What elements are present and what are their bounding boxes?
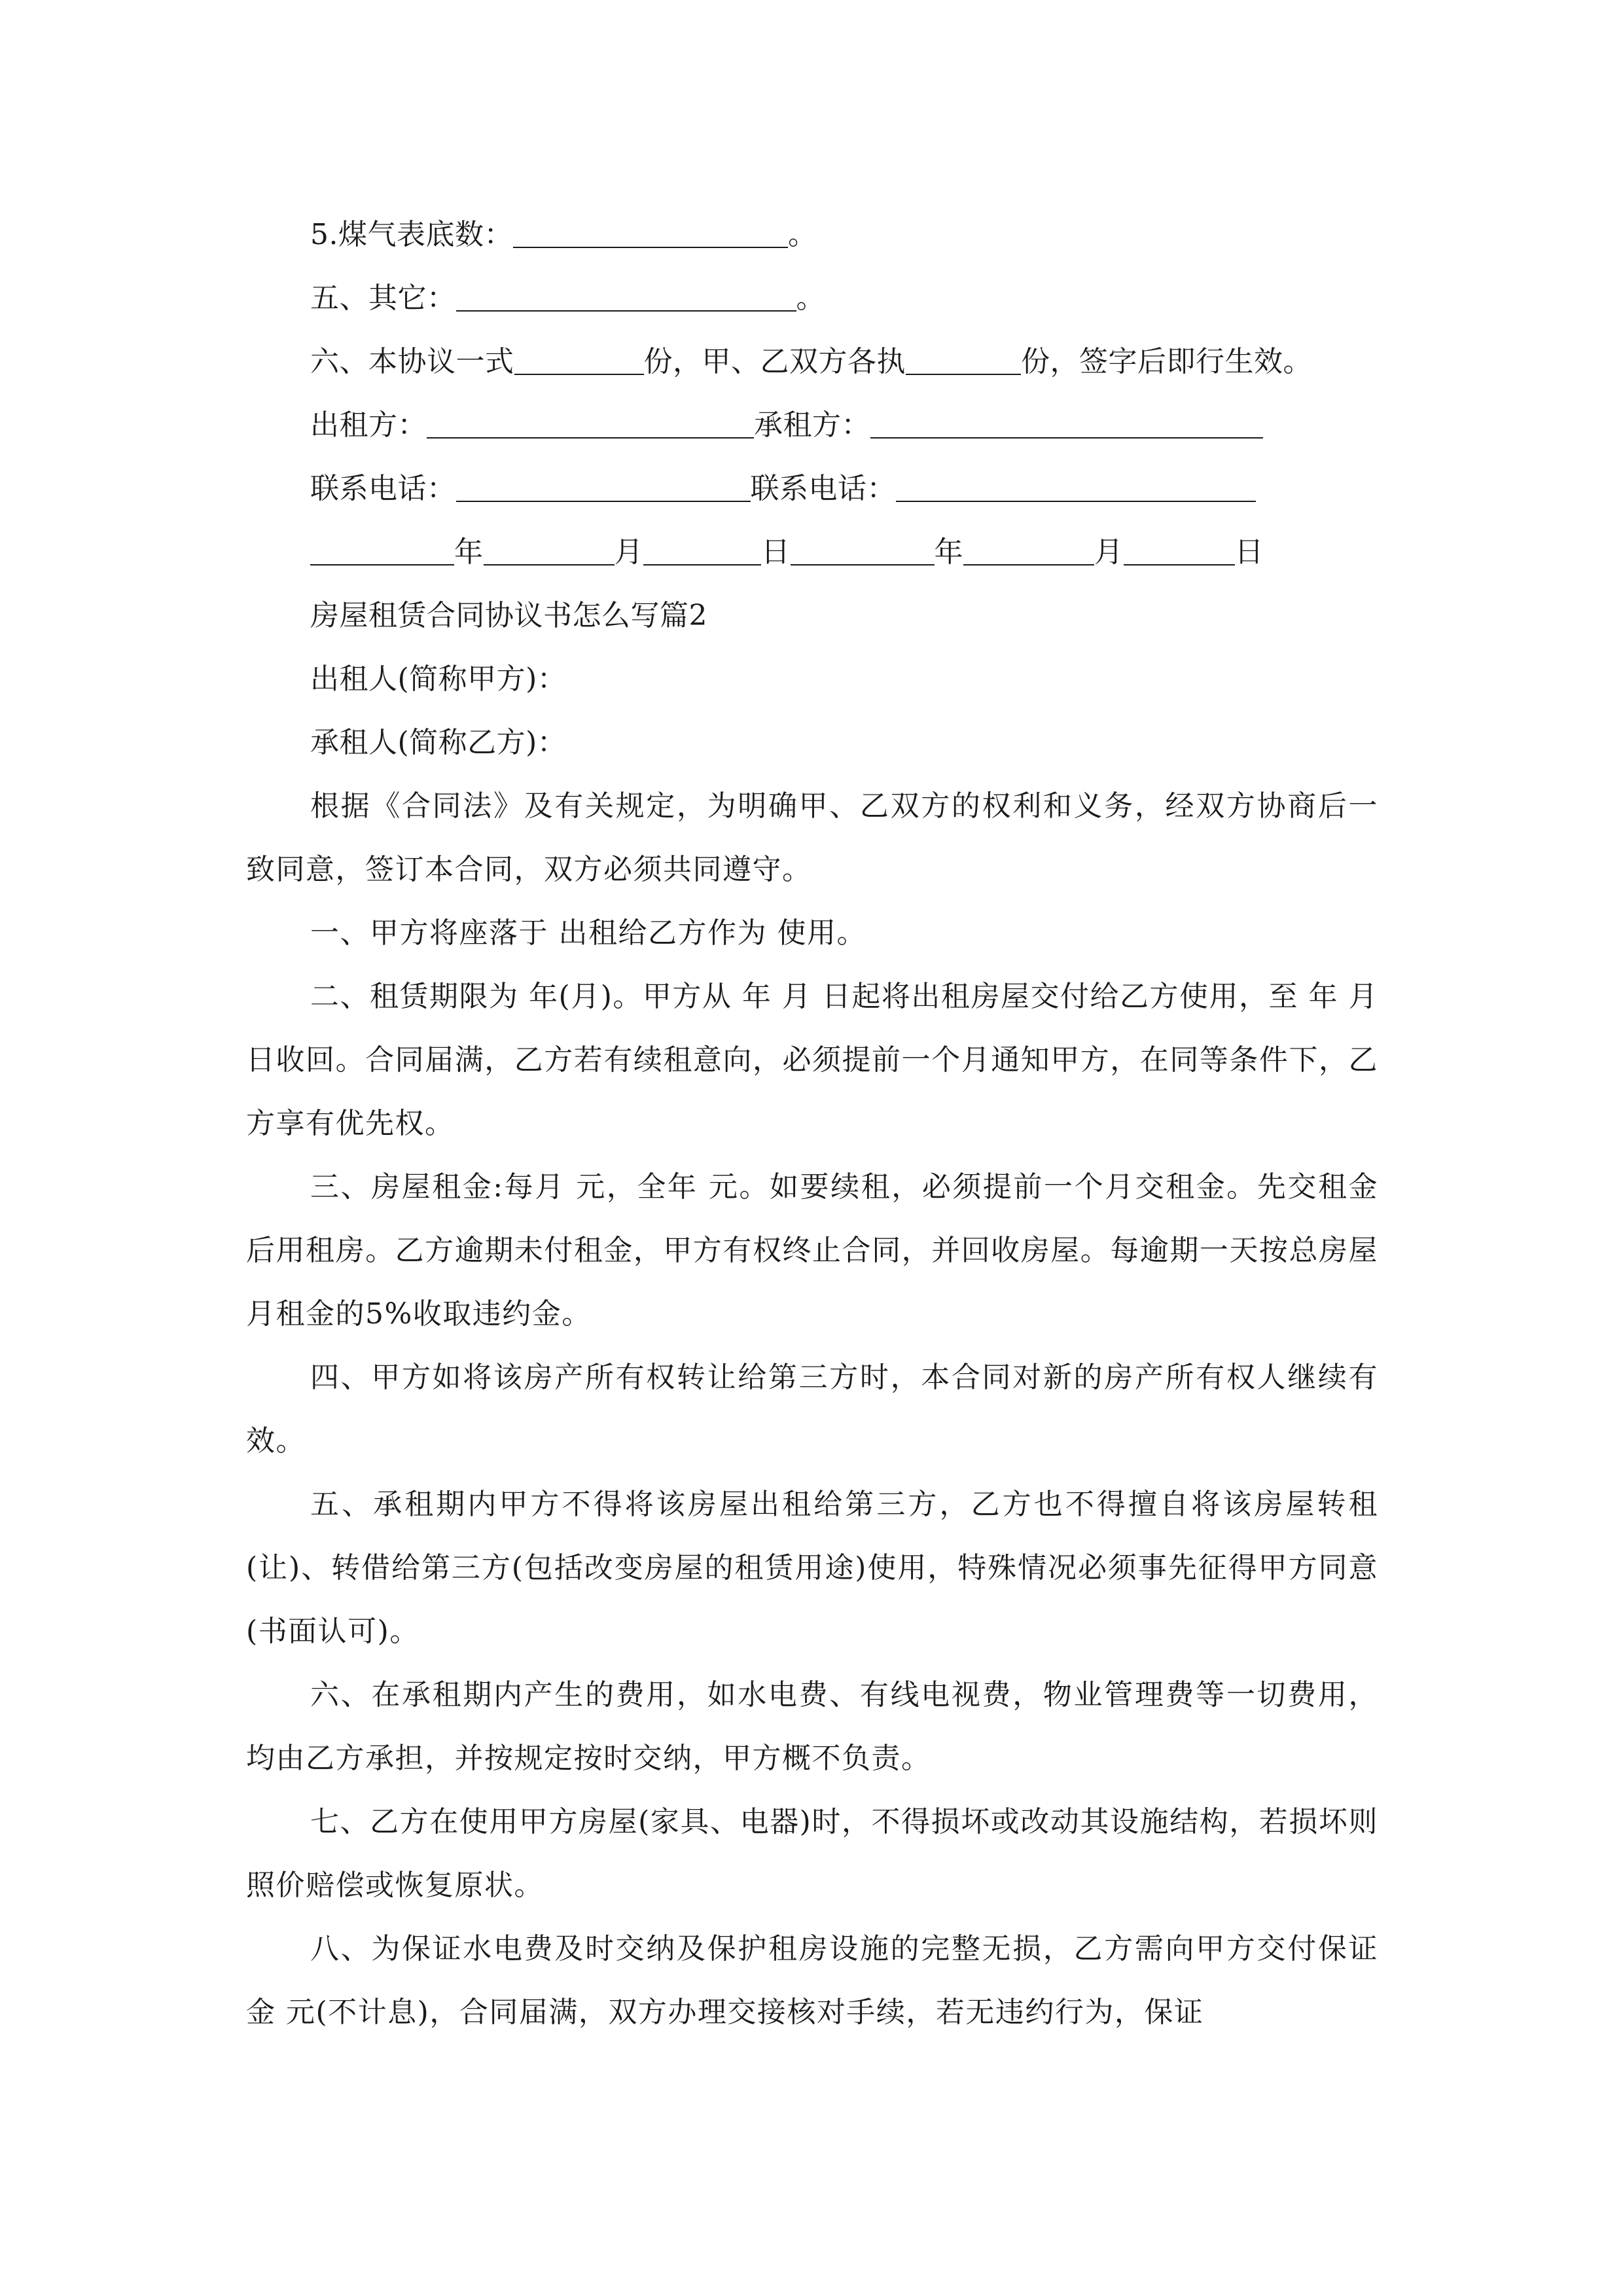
gas-meter-label: 5.煤气表底数： bbox=[310, 218, 513, 251]
day-label-2: 日 bbox=[1234, 535, 1264, 569]
document-body bbox=[246, 203, 1378, 2044]
lessor-phone-label: 联系电话： bbox=[310, 472, 456, 505]
paragraph-clause-3: 三、房屋租金:每月 元，全年 元。如要续租，必须提前一个月交租金。先交租金后用租房。乙方逾期未付租金，甲方有权终止合同，并回收房屋。每逾期一天按总房屋月租金的5%收取违约金。 bbox=[246, 1170, 1378, 1331]
copies-each-blank[interactable] bbox=[906, 345, 1021, 375]
month-label-1: 月 bbox=[614, 535, 643, 569]
paragraph-clause-7: 七、乙方在使用甲方房屋(家具、电器)时，不得损坏或改动其设施结构，若损坏则照价赔偿或恢复原状。 bbox=[246, 1805, 1378, 1902]
gas-meter-end: 。 bbox=[787, 218, 817, 251]
phone-line bbox=[246, 457, 1378, 520]
year-label-1: 年 bbox=[454, 535, 484, 569]
lessor-blank[interactable] bbox=[427, 408, 754, 439]
lessee-label: 承租方： bbox=[754, 408, 870, 442]
day-label-1: 日 bbox=[761, 535, 791, 569]
date-day-blank-1[interactable] bbox=[643, 535, 761, 565]
section-title: 房屋租赁合同协议书怎么写篇2 bbox=[310, 599, 707, 632]
other-label: 五、其它： bbox=[310, 281, 456, 315]
copies-total-blank[interactable] bbox=[514, 345, 644, 375]
other-end: 。 bbox=[796, 281, 825, 315]
copies-text-b: 份，甲、乙双方各执 bbox=[643, 345, 906, 378]
other-line bbox=[246, 266, 1378, 330]
paragraph-clause-2: 二、租赁期限为 年(月)。甲方从 年 月 日起将出租房屋交付给乙方使用，至 年 月 日收回。合同届满，乙方若有续租意向，必须提前一个月通知甲方，在同等条件下，乙方享有优先权。 bbox=[246, 980, 1378, 1140]
paragraph-clause-8: 八、为保证水电费及时交纳及保护租房设施的完整无损，乙方需向甲方交付保证金 元(不计息)，合同届满，双方办理交接核对手续，若无违约行为，保证 bbox=[246, 1932, 1378, 2029]
paragraph-clause-6: 六、在承租期内产生的费用，如水电费、有线电视费，物业管理费等一切费用，均由乙方承担，并按规定按时交纳，甲方概不负责。 bbox=[246, 1678, 1378, 1775]
lessor-label: 出租方： bbox=[310, 408, 427, 442]
gas-meter-blank[interactable] bbox=[513, 218, 788, 248]
lessee-phone-label: 联系电话： bbox=[750, 472, 896, 505]
date-year-blank-2[interactable] bbox=[791, 535, 935, 565]
signatory-line bbox=[246, 393, 1378, 457]
date-year-blank-1[interactable] bbox=[310, 535, 454, 565]
date-line bbox=[246, 520, 1378, 584]
lessee-phone-blank[interactable] bbox=[896, 472, 1256, 502]
party-b-line: 承租人(简称乙方)： bbox=[310, 726, 567, 759]
paragraph-preamble: 根据《合同法》及有关规定，为明确甲、乙双方的权利和义务，经双方协商后一致同意，签订本合同，双方必须共同遵守。 bbox=[246, 789, 1378, 886]
lessee-blank[interactable] bbox=[870, 408, 1263, 439]
copies-text-a: 六、本协议一式 bbox=[310, 345, 514, 378]
year-label-2: 年 bbox=[934, 535, 963, 569]
paragraph-clause-4: 四、甲方如将该房产所有权转让给第三方时，本合同对新的房产所有权人继续有效。 bbox=[246, 1361, 1378, 1458]
copies-line bbox=[246, 330, 1378, 393]
lessor-phone-blank[interactable] bbox=[456, 472, 751, 502]
paragraph-clause-5: 五、承租期内甲方不得将该房屋出租给第三方，乙方也不得擅自将该房屋转租(让)、转借给第三方(包括改变房屋的租赁用途)使用，特殊情况必须事先征得甲方同意(书面认可)。 bbox=[246, 1488, 1378, 1648]
date-month-blank-1[interactable] bbox=[484, 535, 615, 565]
other-blank[interactable] bbox=[456, 281, 796, 312]
party-a-line: 出租人(简称甲方)： bbox=[310, 662, 567, 696]
copies-text-c: 份，签字后即行生效。 bbox=[1021, 345, 1312, 378]
gas-meter-line bbox=[246, 203, 1378, 266]
date-day-blank-2[interactable] bbox=[1124, 535, 1235, 565]
date-month-blank-2[interactable] bbox=[963, 535, 1094, 565]
month-label-2: 月 bbox=[1094, 535, 1124, 569]
paragraph-clause-1: 一、甲方将座落于 出租给乙方作为 使用。 bbox=[310, 916, 866, 950]
